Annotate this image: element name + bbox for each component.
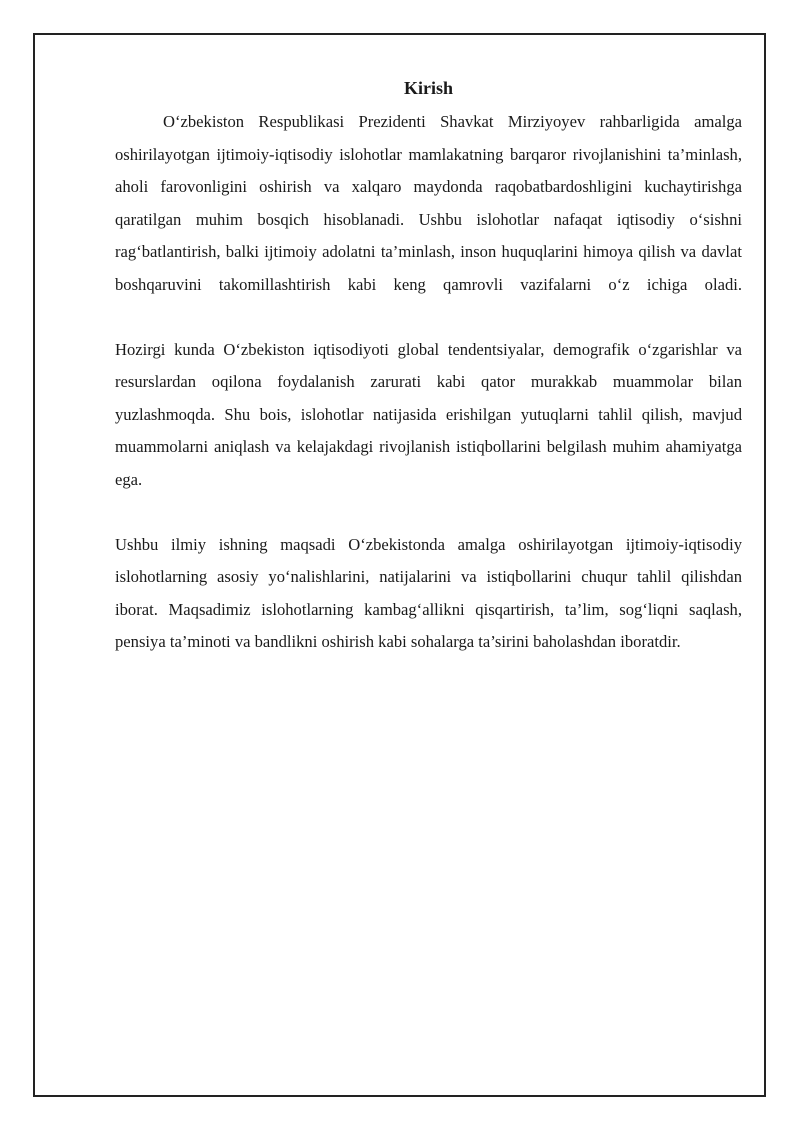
paragraph-research-goal: Ushbu ilmiy ishning maqsadi O‘zbekistonda amalga oshirilayotgan ijtimoiy-iqtisodiy islohotlarning asosiy yo‘nalishlarini, natijalarini va istiqbollarini chuqur tahlil qilishdan iborat. Maqsadimiz islohotlarning kambag‘allikni qisqartirish, ta’lim, sog‘liqni saqlash, pensiya ta’minoti va bandlikni oshirish kabi sohalarga ta’sirini baholashdan iboratdir.: [115, 534, 742, 652]
paragraph-intro: O‘zbekiston Respublikasi Prezidenti Shavkat Mirziyoyev rahbarligida amalga oshirilayotgan ijtimoiy-iqtisodiy islohotlar mamlakatning barqaror rivojlanishini ta’minlash, aholi farovonligini oshirish va xalqaro maydonda raqobatbardoshligini kuchaytirishga qaratilgan muhim bosqich hisoblanadi. Ushbu islohotlar nafaqat iqtisodiy o‘sishni rag‘batlantirish, balki ijtimoiy adolatni ta’minlash, inson huquqlarini himoya qilish va davlat boshqaruvini takomillashtirish kabi keng qamrovli vazifalarni o‘z ichiga oladi.: [115, 112, 742, 294]
document-title: Kirish: [403, 78, 453, 98]
document-body: [115, 76, 742, 659]
paragraph-spacer: [115, 497, 742, 529]
paragraph-spacer: [115, 302, 742, 334]
paragraph-current-challenges: Hozirgi kunda O‘zbekiston iqtisodiyoti global tendentsiyalar, demografik o‘zgarishlar va resurslardan oqilona foydalanish zarurati kabi qator murakkab muammolar bilan yuzlashmoqda. Shu bois, islohotlar natijasida erishilgan yutuqlarni tahlil qilish, mavjud muammolarni aniqlash va kelajakdagi rivojlanish istiqbollarini belgilash muhim ahamiyatga ega.: [115, 339, 742, 489]
